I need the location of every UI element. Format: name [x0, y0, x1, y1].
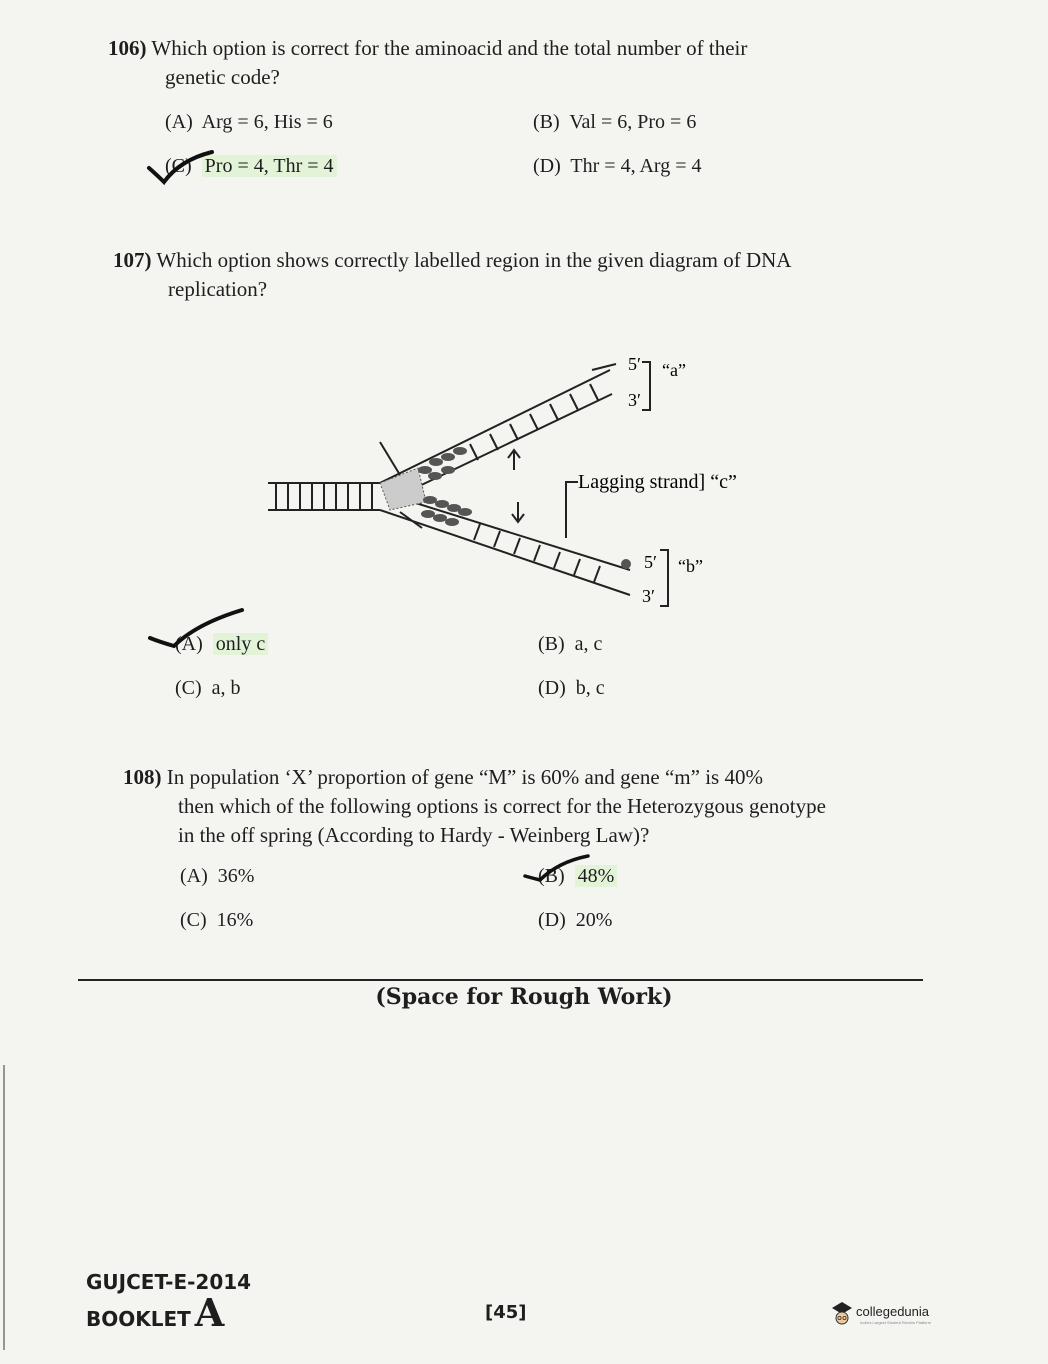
scan-edge-line [3, 1065, 5, 1350]
q107-text-line1: Which option shows correctly labelled region in the given diagram of DNA [156, 248, 792, 272]
q107-number: 107) [113, 248, 152, 272]
rough-work-label: (Space for Rough Work) [375, 984, 673, 1010]
page-number: [45] [485, 1302, 527, 1323]
label-b: “b” [678, 556, 703, 576]
logo-mascot-icon [830, 1300, 854, 1326]
q108-option-d[interactable]: (D) 20% [538, 909, 613, 931]
q107-option-c[interactable]: (C) a, b [175, 677, 241, 699]
check-mark-icon [146, 148, 216, 188]
logo-subtext: India's Largest Student Review Platform [860, 1320, 932, 1325]
bottom-3prime-label: 3′ [642, 586, 655, 606]
exam-code: GUJCET-E-2014 [86, 1270, 252, 1294]
q106-option-a[interactable]: (A) Arg = 6, His = 6 [165, 111, 333, 133]
check-mark-icon [522, 852, 592, 882]
booklet-label: BOOKLET [86, 1307, 191, 1331]
q108-text-line1: In population ‘X’ proportion of gene “M” is 60% and gene “m” is 40% [166, 765, 763, 789]
q107-text-line2: replication? [168, 277, 268, 301]
q106-text-line1: Which option is correct for the aminoacid and the total number of their [151, 36, 748, 60]
q106-text-line2: genetic code? [165, 65, 280, 89]
lagging-strand-label: Lagging strand] “c” [578, 471, 737, 493]
dna-replication-diagram [250, 340, 810, 620]
q106 [108, 34, 908, 63]
q107-option-a[interactable]: (A) only c [175, 633, 268, 656]
bottom-5prime-label: 5′ [644, 552, 657, 572]
q107 [113, 246, 933, 275]
booklet-letter: A [194, 1290, 225, 1335]
q106-number: 106) [108, 36, 147, 60]
q108-option-a[interactable]: (A) 36% [180, 865, 255, 887]
q108-text-line2: then which of the following options is correct for the Heterozygous genotype [178, 794, 826, 818]
booklet-id [86, 1290, 225, 1335]
q106-option-c[interactable]: (C) Pro = 4, Thr = 4 [165, 155, 337, 178]
q107-option-d[interactable]: (D) b, c [538, 677, 605, 699]
q108-option-b[interactable]: (B) 48% [538, 865, 617, 888]
q108 [123, 763, 923, 792]
logo-text: collegedunia [856, 1304, 930, 1319]
top-3prime-label: 3′ [628, 390, 641, 410]
q108-text-line3: in the off spring (According to Hardy - Weinberg Law)? [178, 823, 650, 847]
q108-option-c[interactable]: (C) 16% [180, 909, 254, 931]
label-a: “a” [662, 360, 686, 380]
top-5prime-label: 5′ [628, 354, 641, 374]
q108-number: 108) [123, 765, 162, 789]
check-mark-icon [146, 606, 246, 650]
q106-option-d[interactable]: (D) Thr = 4, Arg = 4 [533, 155, 702, 177]
rough-work-divider [78, 979, 923, 981]
q106-option-b[interactable]: (B) Val = 6, Pro = 6 [533, 111, 697, 133]
q107-option-b[interactable]: (B) a, c [538, 633, 603, 655]
